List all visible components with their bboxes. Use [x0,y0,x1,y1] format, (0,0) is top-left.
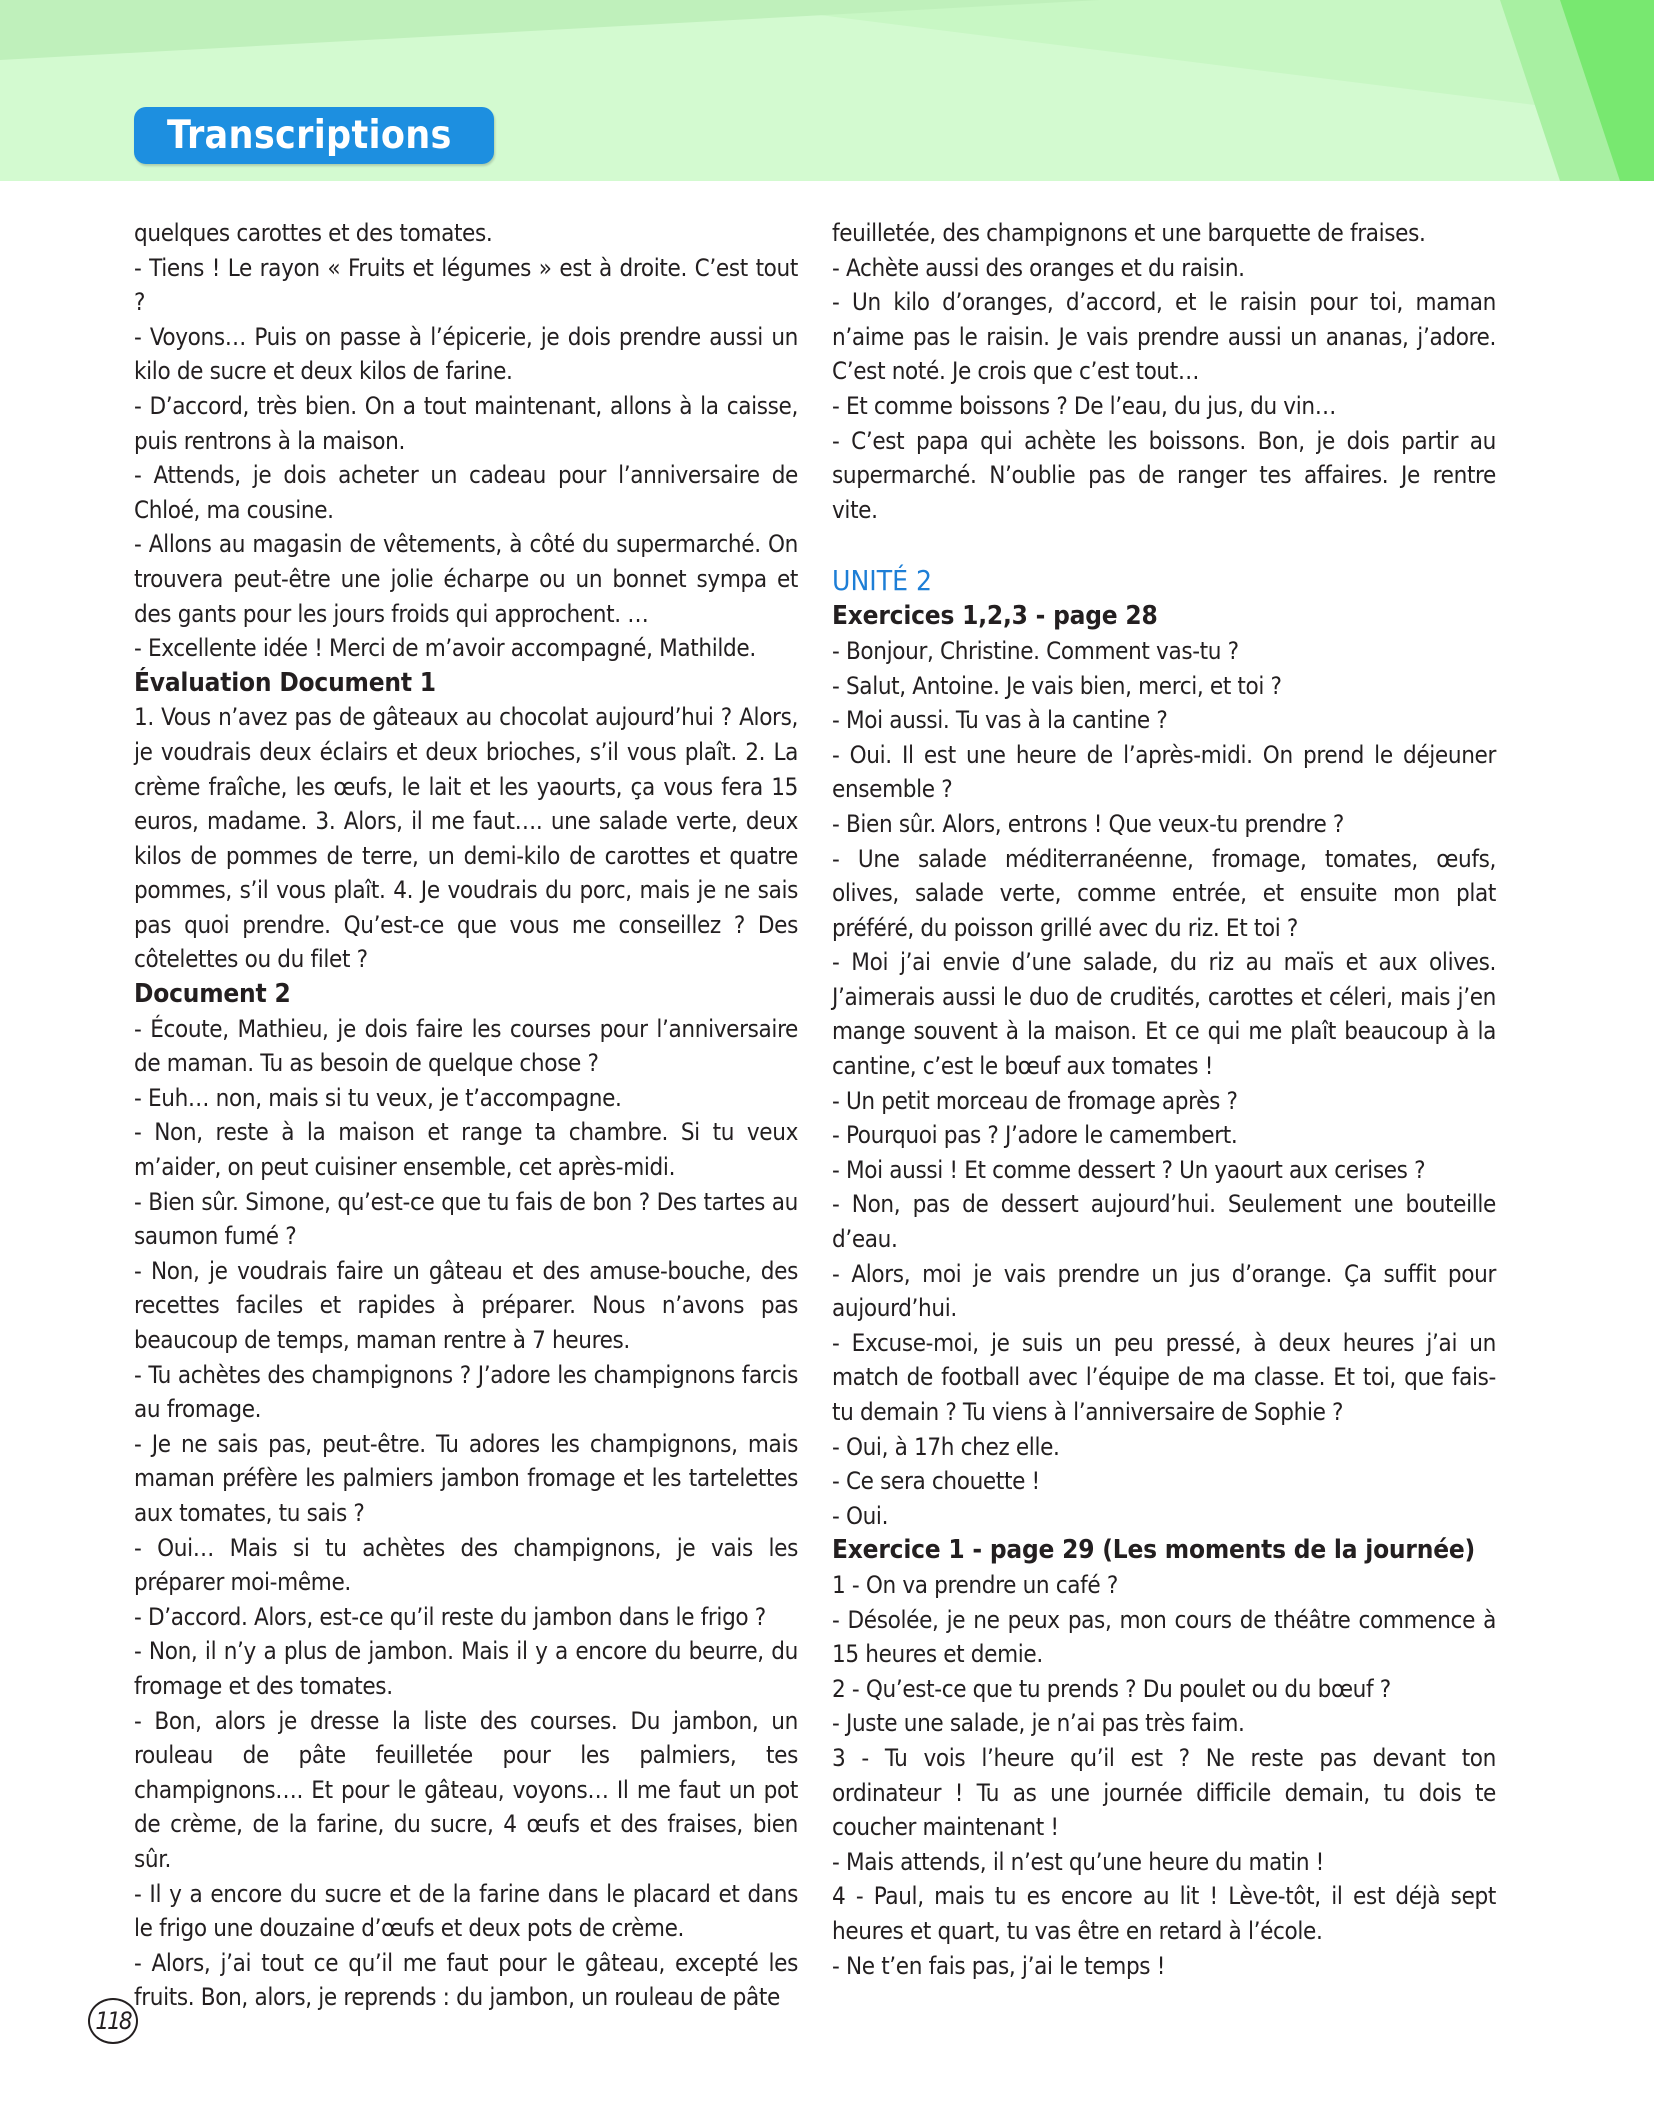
unit-heading: UNITÉ 2 [832,564,933,598]
left-column-paragraph: - Attends, je dois acheter un cadeau pour l’anniversaire de Chloé, ma cousine. [134,461,798,524]
left-column-paragraph: - Alors, j’ai tout ce qu’il me faut pour le gâteau, excepté les fruits. Bon, alors, je reprends : du jambon, un rouleau de pâte [134,1948,798,2012]
right-column-paragraph: - Oui, à 17h chez elle. [832,1432,1060,1461]
right-column-paragraph: 4 - Paul, mais tu es encore au lit ! Lève-tôt, il est déjà sept heures et quart, tu vas être en retard à l’école. [832,1882,1496,1945]
left-column-paragraph: - Bon, alors je dresse la liste des courses. Du jambon, un rouleau de pâte feuilletée pour les palmiers, tes champignons…. Et pour le gâteau, voyons… Il me faut un pot de crème, de la farine, du sucre, 4 œufs et des fraises, bien sûr. [134,1706,798,1873]
left-text-column [134,216,798,2015]
left-column-paragraph: - Je ne sais pas, peut-être. Tu adores les champignons, mais maman préfère les palmiers jambon fromage et les tartelettes aux tomates, tu sais ? [134,1429,798,1527]
right-column-heading: Exercice 1 - page 29 (Les moments de la journée) [832,1535,1476,1566]
right-column-paragraph: - Bien sûr. Alors, entrons ! Que veux-tu prendre ? [832,809,1345,838]
left-column-heading: Document 2 [134,979,291,1010]
left-column-paragraph: - Non, je voudrais faire un gâteau et des amuse-bouche, des recettes faciles et rapides à préparer. Nous n’avons pas beaucoup de temps, maman rentre à 7 heures. [134,1256,798,1354]
right-column-paragraph: - C’est papa qui achète les boissons. Bon, je dois partir au supermarché. N’oublie pas de ranger tes affaires. Je rentre vite. [832,426,1496,524]
right-column-paragraph: - Oui. Il est une heure de l’après-midi. On prend le déjeuner ensemble ? [832,740,1496,804]
right-column-paragraph: - Mais attends, il n’est qu’une heure du matin ! [832,1847,1324,1876]
page-title-badge [134,107,494,164]
left-column-paragraph: - Allons au magasin de vêtements, à côté du supermarché. On trouvera peut-être une jolie écharpe ou un bonnet sympa et des gants pour les jours froids qui approchent. … [134,530,798,628]
right-column-paragraph: 3 - Tu vois l’heure qu’il est ? Ne reste pas devant ton ordinateur ! Tu as une journée difficile demain, tu dois te coucher maintenant ! [832,1743,1496,1842]
left-column-paragraph: - Écoute, Mathieu, je dois faire les courses pour l’anniversaire de maman. Tu as besoin de quelque chose ? [134,1014,798,1078]
right-column-paragraph: 1 - On va prendre un café ? [832,1570,1118,1599]
left-column-paragraph: - Tu achètes des champignons ? J’adore les champignons farcis au fromage. [134,1360,798,1424]
right-column-paragraph: - Achète aussi des oranges et du raisin. [832,253,1245,282]
right-column-paragraph: - Oui. [832,1501,889,1530]
right-column-paragraph: - Moi aussi. Tu vas à la cantine ? [832,706,1168,735]
page-number: 118 [88,1998,138,2044]
left-column-paragraph: 1. Vous n’avez pas de gâteaux au chocolat aujourd’hui ? Alors, je voudrais deux éclairs et deux brioches, s’il vous plaît. 2. La crème fraîche, les œufs, le lait et les yaourts, ça vous fera 15 euros, madame. 3. Alors, il me faut…. une salade verte, deux kilos de pommes de terre, un demi-kilo de carottes et quatre pommes, s’il vous plaît. 4. Je voudrais du porc, mais je ne sais pas quoi prendre. Qu’est-ce que vous me conseillez ? Des côtelettes ou du filet ? [134,703,798,974]
right-column-paragraph: - Juste une salade, je n’ai pas très faim. [832,1709,1245,1738]
left-column-paragraph: - D’accord, très bien. On a tout maintenant, allons à la caisse, puis rentrons à la maison. [134,391,798,455]
left-column-paragraph: - Excellente idée ! Merci de m’avoir accompagné, Mathilde. [134,634,756,663]
right-column-heading: Exercices 1,2,3 - page 28 [832,601,1158,632]
left-column-paragraph: - D’accord. Alors, est-ce qu’il reste du jambon dans le frigo ? [134,1602,766,1631]
left-column-paragraph: - Oui… Mais si tu achètes des champignons, je vais les préparer moi-même. [134,1533,798,1597]
left-column-paragraph: quelques carottes et des tomates. [134,219,493,247]
header-banner [0,0,1654,181]
right-column-paragraph: 2 - Qu’est-ce que tu prends ? Du poulet ou du bœuf ? [832,1674,1391,1703]
left-column-paragraph: - Voyons… Puis on passe à l’épicerie, je dois prendre aussi un kilo de sucre et deux kilos de farine. [134,322,798,386]
left-column-paragraph: - Non, il n’y a plus de jambon. Mais il y a encore du beurre, du fromage et des tomates. [134,1637,798,1700]
right-column-paragraph: - Un kilo d’oranges, d’accord, et le raisin pour toi, maman n’aime pas le raisin. Je vais prendre aussi un ananas, j’adore. C’est noté. Je crois que c’est tout… [832,288,1496,386]
right-column-paragraph: - Excuse-moi, je suis un peu pressé, à deux heures j’ai un match de football avec l’équipe de ma classe. Et toi, que fais-tu demain ? Tu viens à l’anniversaire de Sophie ? [832,1328,1496,1426]
right-column-paragraph: - Ne t’en fais pas, j’ai le temps ! [832,1951,1166,1980]
left-column-heading: Évaluation Document 1 [134,667,436,698]
right-column-paragraph: - Désolée, je ne peux pas, mon cours de théâtre commence à 15 heures et demie. [832,1605,1496,1669]
left-column-paragraph: - Tiens ! Le rayon « Fruits et légumes » est à droite. C’est tout ? [134,253,798,317]
right-text-column [832,216,1496,1983]
page-title: Transcriptions [167,113,452,158]
right-column-paragraph: - Ce sera chouette ! [832,1467,1040,1496]
right-column-paragraph: - Non, pas de dessert aujourd’hui. Seulement une bouteille d’eau. [832,1190,1496,1254]
right-column-paragraph: feuilletée, des champignons et une barquette de fraises. [832,219,1426,247]
left-column-paragraph: - Euh… non, mais si tu veux, je t’accompagne. [134,1083,622,1112]
right-column-paragraph: - Bonjour, Christine. Comment vas-tu ? [832,636,1239,665]
right-column-paragraph: - Un petit morceau de fromage après ? [832,1086,1238,1115]
left-column-paragraph: - Bien sûr. Simone, qu’est-ce que tu fais de bon ? Des tartes au saumon fumé ? [134,1187,798,1251]
left-column-paragraph: - Il y a encore du sucre et de la farine dans le placard et dans le frigo une douzaine d’œufs et deux pots de crème. [134,1879,798,1943]
right-column-paragraph: - Une salade méditerranéenne, fromage, tomates, œufs, olives, salade verte, comme entrée, et ensuite mon plat préféré, du poisson grillé avec du riz. Et toi ? [832,844,1496,942]
right-column-paragraph: - Salut, Antoine. Je vais bien, merci, et toi ? [832,671,1282,700]
left-column-paragraph: - Non, reste à la maison et range ta chambre. Si tu veux m’aider, on peut cuisiner ensemble, cet après-midi. [134,1118,798,1182]
right-column-paragraph: - Pourquoi pas ? J’adore le camembert. [832,1121,1238,1150]
right-column-paragraph: - Moi aussi ! Et comme dessert ? Un yaourt aux cerises ? [832,1155,1426,1184]
right-column-paragraph: - Et comme boissons ? De l’eau, du jus, du vin… [832,391,1336,420]
right-column-paragraph: - Moi j’ai envie d’une salade, du riz au maïs et aux olives. J’aimerais aussi le duo de crudités, carottes et céleri, mais j’en mange souvent à la maison. Et ce qui me plaît beaucoup à la cantine, c’est le bœuf aux tomates ! [832,948,1496,1081]
right-column-paragraph: - Alors, moi je vais prendre un jus d’orange. Ça suffit pour aujourd’hui. [832,1259,1496,1323]
